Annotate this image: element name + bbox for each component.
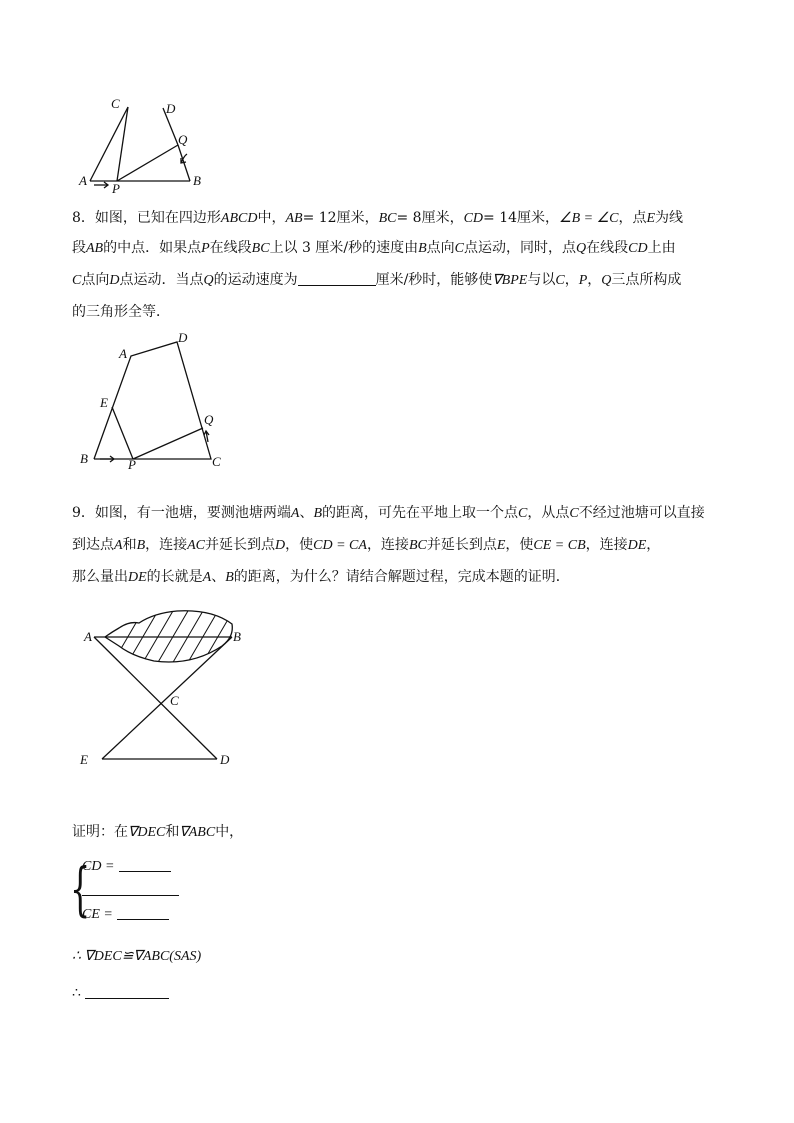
figure-pond [72,604,247,774]
label-b: B [233,629,241,644]
answer-blank-angle[interactable] [82,881,179,896]
proof-intro: 证明：在∇DEC和∇ABC中， [72,824,244,840]
proof-row-3: CE = [82,904,169,925]
proof-row-1: CD = [82,856,171,877]
answer-blank-cd[interactable] [119,857,171,872]
proof-brace: { [70,855,91,923]
answer-blank-ce[interactable] [117,905,169,920]
figure-triangle-pq [70,92,220,197]
q9-line-1: 9．如图，有一池塘，要测池塘两端A、B的距离，可先在平地上取一个点C，从点C不经过池塘可以直接 [72,505,705,521]
proof-row-2 [82,880,179,900]
answer-blank-final[interactable] [85,984,169,999]
label-e: E [100,395,108,410]
label-d: D [166,101,176,116]
label-a: A [79,173,87,188]
label-p: P [112,181,120,196]
q8-line-2: 段AB的中点．如果点P在线段BC上以 3 厘米/秒的速度由B点向C点运动，同时，点Q在线段CD上由 [72,240,676,256]
label-d: D [220,752,230,767]
label-a: A [84,629,92,644]
proof-conclusion: ∴ ∇DEC≌∇ABC(SAS) [72,949,202,964]
label-c: C [170,693,179,708]
label-c: C [111,96,120,111]
q8-line-1: 8．如图，已知在四边形ABCD中，AB= 12厘米，BC= 8厘米，CD= 14厘米，∠B = ∠C，点E为线 [72,210,684,226]
label-a: A [119,346,127,361]
label-q: Q [204,412,214,427]
label-d: D [178,330,188,345]
label-b: B [193,173,201,188]
label-e: E [80,752,88,767]
label-b: B [80,451,88,466]
label-c: C [212,454,221,469]
label-q: Q [178,132,188,147]
q8-line-4: 的三角形全等． [72,304,170,320]
label-p: P [128,457,136,472]
q8-line-3: C点向D点运动．当点Q的运动速度为 厘米/秒时，能够使∇BPE与以C，P，Q三点所构成 [72,272,682,288]
q9-line-2: 到达点A和B，连接AC并延长到点D，使CD = CA，连接BC并延长到点E，使CE = CB，连接DE， [72,537,661,553]
answer-blank-speed[interactable] [298,271,376,286]
q9-line-3: 那么量出DE的长就是A、B的距离，为什么？请结合解题过程，完成本题的证明． [72,569,570,585]
proof-therefore: ∴ [72,983,169,1003]
figure-quadrilateral [70,328,240,473]
